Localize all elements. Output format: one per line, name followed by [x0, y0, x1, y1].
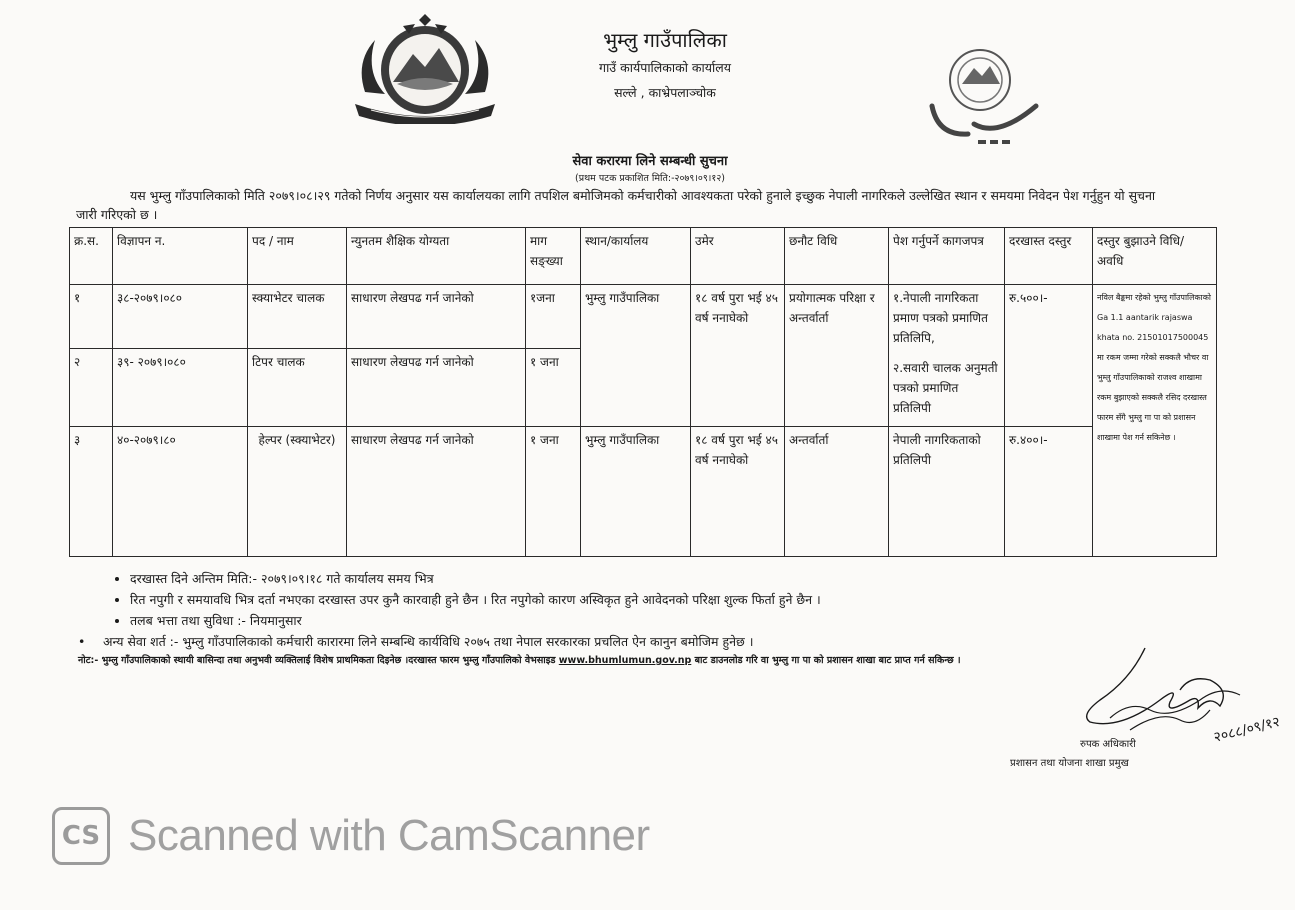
header-fee: दरखास्त दस्तुर [1005, 228, 1093, 285]
cell-location: भुम्लु गाउँपालिका [581, 285, 691, 427]
point-item: • रित नपुगी र समयावधि भित्र दर्ता नभएका दरखास्त उपर कुनै कारवाही हुने छैन । रित नपुगेको कारण अस्विकृत हुने आवेदनको परिक्षा शुल्क फिर्ता हुने छैन । [130, 589, 1030, 610]
camscanner-watermark [52, 806, 650, 866]
notice-subtitle: (प्रथम पटक प्रकाशित मिति:-२०७९।०९।१२) [575, 173, 725, 184]
header-qualification: न्युनतम शैक्षिक योग्यता [347, 228, 526, 285]
cell-fee: रु.५००।- [1005, 285, 1093, 427]
header-selection: छनौट विधि [785, 228, 889, 285]
table-row [70, 285, 1217, 348]
cell-qualification: साधारण लेखपढ गर्न जानेको [347, 427, 526, 557]
header-payment: दस्तुर बुझाउने विधि/ अवधि [1093, 228, 1217, 285]
cell-qualification: साधारण लेखपढ गर्न जानेको [347, 285, 526, 348]
table-header-row [70, 228, 1217, 285]
header-documents: पेश गर्नुपर्ने कागजपत्र [889, 228, 1005, 285]
cell-post: हेल्पर (स्क्याभेटर) [248, 427, 347, 557]
cell-ad-no: ३८-२०७९।०८० [113, 285, 248, 348]
cell-selection: अन्तर्वार्ता [785, 427, 889, 557]
note-suffix: बाट डाउनलोड गरि वा भुम्लु गा पा को प्रशासन शाखा बाट प्राप्त गर्न सकिन्छ । [694, 655, 961, 666]
other-terms-text: अन्य सेवा शर्त :- भुम्लु गाँउपालिकाको कर्मचारी कारारमा लिने सम्बन्धि कार्यविधि २०७५ तथा नेपाल सरकारका प्रचलित ऐन कानुन बमोजिम हुनेछ । [103, 634, 754, 649]
camscanner-logo-icon: CS [52, 807, 110, 865]
cell-selection: प्रयोगात्मक परिक्षा र अन्तर्वार्ता [785, 285, 889, 427]
vacancy-table [69, 227, 1217, 557]
cell-ad-no: ३९- २०७९।०८० [113, 348, 248, 426]
cell-post: स्क्याभेटर चालक [248, 285, 347, 348]
table-row [70, 427, 1217, 557]
cell-ad-no: ४०-२०७९।८० [113, 427, 248, 557]
cell-qualification: साधारण लेखपढ गर्न जानेको [347, 348, 526, 426]
header-sn: क्र.स. [70, 228, 113, 285]
signatory-title: प्रशासन तथा योजना शाखा प्रमुख [1010, 758, 1129, 769]
point-item: • तलब भत्ता तथा सुविधा :- नियमानुसार [130, 610, 1030, 631]
municipality-seal-icon [918, 46, 1068, 156]
handwritten-date: २०८८/०९/१२ [1212, 713, 1282, 746]
header-demand: माग सङ्ख्या [526, 228, 581, 285]
cell-documents [889, 285, 1005, 427]
document-item: १.नेपाली नागरिकता प्रमाण पत्रको प्रमाणित प्रतिलिपि, [893, 291, 988, 346]
cell-sn: २ [70, 348, 113, 426]
document-item: २.सवारी चालक अनुमती पत्रको प्रमाणित प्रतिलिपी [893, 361, 998, 416]
other-terms: • अन्य सेवा शर्त :- भुम्लु गाँउपालिकाको कर्मचारी कारारमा लिने सम्बन्धि कार्यविधि २०७५ तथा नेपाल सरकारका प्रचलित ऐन कानुन बमोजिम हुनेछ । [78, 634, 754, 649]
notice-points [90, 568, 1030, 631]
cell-age: १८ वर्ष पुरा भई ४५ वर्ष ननाघेको [691, 427, 785, 557]
office-address: सल्ले , काभ्रेपलाञ्चोक [614, 85, 716, 100]
cell-age: १८ वर्ष पुरा भई ४५ वर्ष ननाघेको [691, 285, 785, 427]
notice-title: सेवा करारमा लिने सम्बन्धी सुचना [572, 154, 728, 169]
header-age: उमेर [691, 228, 785, 285]
cell-demand: १जना [526, 285, 581, 348]
header-post: पद / नाम [248, 228, 347, 285]
cell-post: टिपर चालक [248, 348, 347, 426]
signatory-name: रुपक अधिकारी [1080, 739, 1136, 750]
cell-sn: १ [70, 285, 113, 348]
cell-demand: १ जना [526, 427, 581, 557]
cell-payment-method: नविल बैङ्कमा रहेको भुम्लु गाँउपालिकाको Ga 1.1 aantarik rajaswa khata no. 21501017500045 मा रकम जम्मा गरेको सक्कलै भौचर वा भुम्लु गाँउपालिकाको राजश्व शाखामा रकम बुझाएको सक्कलै रसिद दरखास्त फारम सँगै भुम्लु गा पा को प्रशासन शाखामा पेश गर्न सकिनेछ । [1093, 285, 1217, 557]
website-link[interactable]: www.bhumlumun.gov.np [558, 655, 692, 666]
note-prefix: नोट:- भुम्लु गाँउपालिकाको स्थायी बासिन्दा तथा अनुभवी व्यक्तिलाई विशेष प्राथमिकता दिइनेछ ।दरखास्त फारम भुम्लु गाँउपालिको वेभसाइड [78, 655, 556, 666]
cell-location: भुम्लु गाउँपालिका [581, 427, 691, 557]
cell-demand: १ जना [526, 348, 581, 426]
nepal-emblem-icon [345, 12, 505, 124]
handwritten-signature [1070, 640, 1295, 750]
header-ad-no: विज्ञापन न. [113, 228, 248, 285]
header-location: स्थान/कार्यालय [581, 228, 691, 285]
office-name: गाउँ कार्यपालिकाको कार्यालय [599, 60, 731, 75]
camscanner-text: Scanned with CamScanner [128, 811, 650, 860]
cell-fee: रु.४००।- [1005, 427, 1093, 557]
note-line [78, 653, 961, 666]
notice-intro: यस भुम्लु गाँउपालिकाको मिति २०७९।०८।२९ गतेको निर्णय अनुसार यस कार्यालयका लागि तपशिल बमोजिमको कर्मचारीको आवश्यकता परेको हुनाले इच्छुक नेपाली नागरिकले उल्लेखित स्थान र समयमा निवेदन पेश गर्नुहुन यो सुचना जारी गरिएको छ । [76, 188, 1156, 222]
point-item: • दरखास्त दिने अन्तिम मिति:- २०७९।०९।१८ गते कार्यालय समय भित्र [130, 568, 1030, 589]
cell-documents: नेपाली नागरिकताको प्रतिलिपी [889, 427, 1005, 557]
cell-sn: ३ [70, 427, 113, 557]
municipality-title: भुम्लु गाउँपालिका [603, 28, 727, 52]
